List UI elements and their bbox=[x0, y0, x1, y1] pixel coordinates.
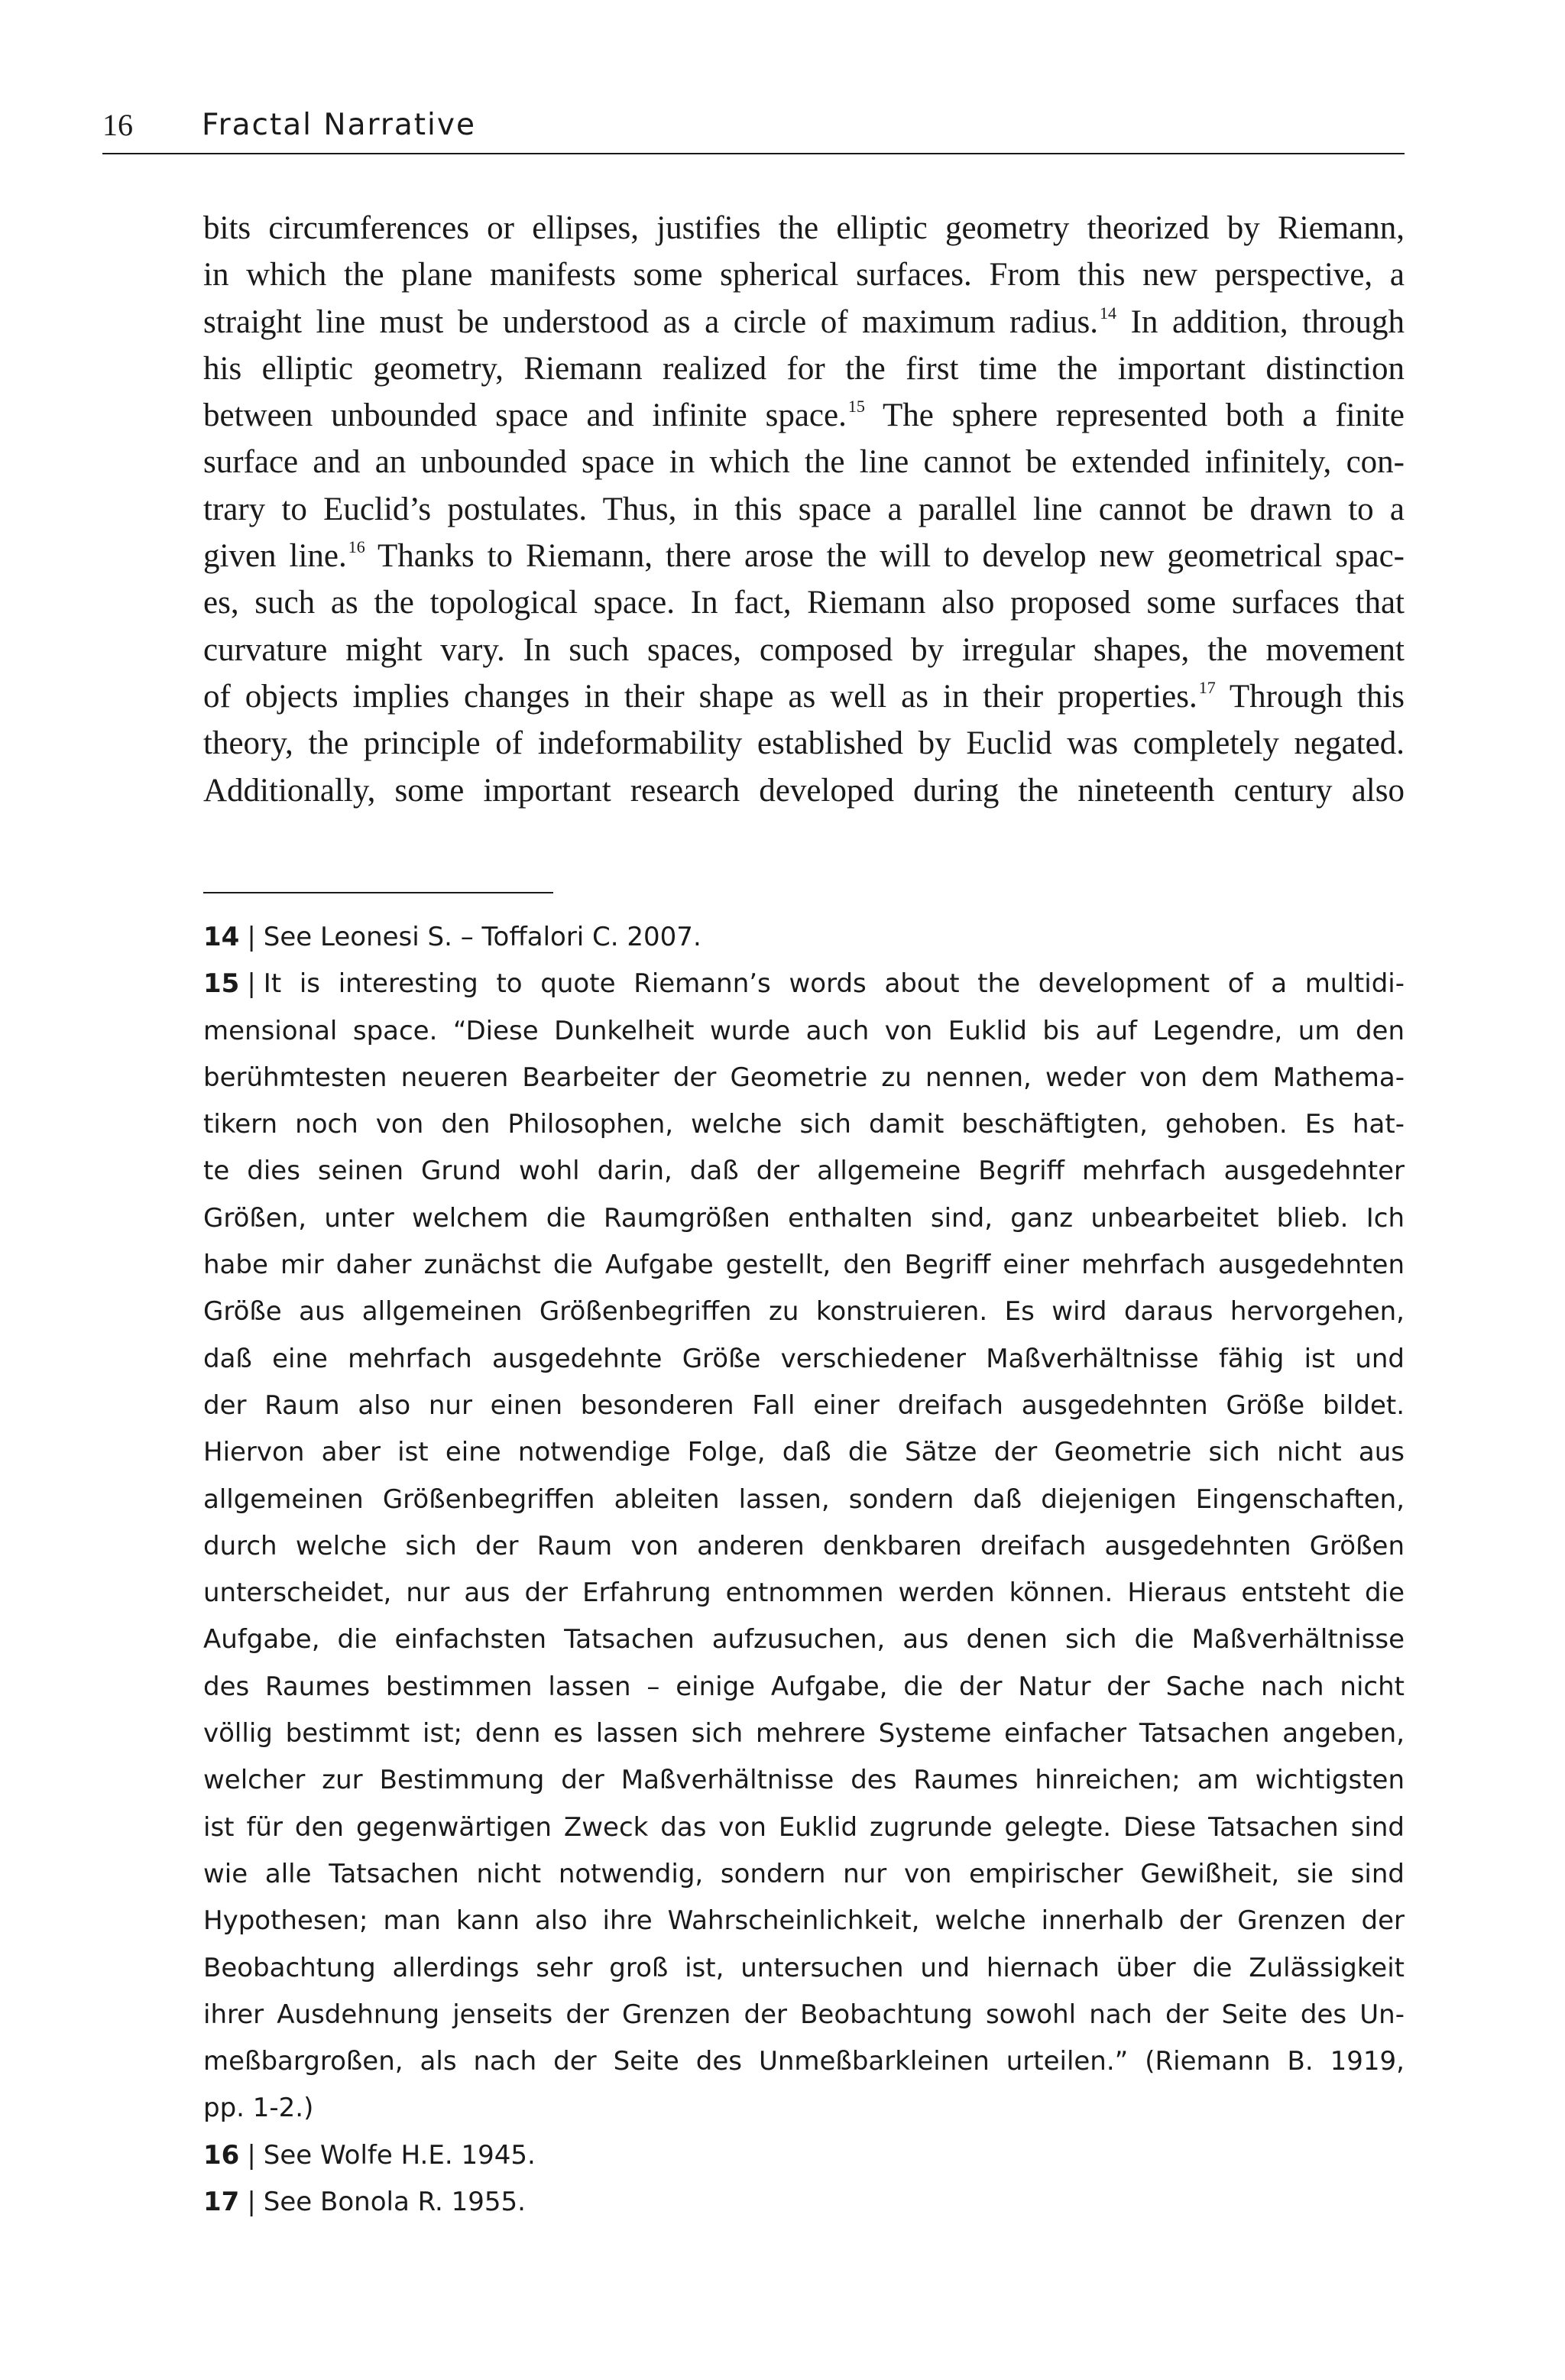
body-line: curvature might vary. In such spaces, composed by irregular shapes, the movement bbox=[203, 631, 1405, 668]
body-line: between unbounded space and infinite space.$^{15}$ The sphere represented both a finite bbox=[203, 397, 1405, 434]
footnote-line: unterscheidet, nur aus der Erfahrung entnommen werden können. Hieraus entsteht die bbox=[203, 1577, 1405, 1609]
footnote-line: Größen, unter welchem die Raumgrößen enthalten sind, ganz unbearbeitet blieb. Ich bbox=[203, 1202, 1405, 1234]
footnote-line: welcher zur Bestimmung der Maßverhältnisse des Raumes hinreichen; am wichtigsten bbox=[203, 1765, 1405, 1796]
footnote-text: See Wolfe H.E. 1945. bbox=[263, 2139, 536, 2171]
body-line: in which the plane manifests some spherical surfaces. From this new perspective, a bbox=[203, 257, 1405, 293]
footnote-number: 16 bbox=[203, 2139, 240, 2171]
footnote-line: mensional space. “Diese Dunkelheit wurde auch von Euklid bis auf Legendre, um den bbox=[203, 1015, 1405, 1046]
body-line: Additionally, some important research developed during the nineteenth century also bbox=[203, 772, 1405, 809]
footnote-ref-14[interactable]: 14 bbox=[1099, 303, 1116, 323]
footnote-line: pp. 1-2.) bbox=[203, 2093, 314, 2124]
footnote-separator: | bbox=[247, 922, 256, 952]
page-number: 16 bbox=[102, 108, 133, 142]
running-title: Fractal Narrative bbox=[202, 108, 476, 142]
body-line: es, such as the topological space. In fact, Riemann also proposed some surfaces that bbox=[203, 585, 1405, 621]
footnote-number: 17 bbox=[203, 2187, 240, 2218]
footnote-line: wie alle Tatsachen nicht notwendig, sondern nur von empirischer Gewißheit, sie sind bbox=[203, 1858, 1405, 1889]
footnote-ref-17[interactable]: 17 bbox=[1198, 677, 1216, 697]
footnote-line: des Raumes bestimmen lassen – einige Aufgabe, die der Natur der Sache nach nicht bbox=[203, 1671, 1405, 1702]
footnote-text: See Leonesi S. – Toffalori C. 2007. bbox=[263, 922, 701, 952]
footnote-line: Größe aus allgemeinen Größenbegriffen zu konstruieren. Es wird daraus hervorgehen, bbox=[203, 1296, 1405, 1328]
footnote-text: See Bonola R. 1955. bbox=[263, 2187, 526, 2218]
footnote-14 bbox=[203, 914, 1405, 961]
footnote-separator: | bbox=[247, 968, 256, 1000]
footnote-line: Aufgabe, die einfachsten Tatsachen aufzusuchen, aus denen sich die Maßverhältnisse bbox=[203, 1624, 1405, 1655]
body-line: theory, the principle of indeformability established by Euclid was completely negated. bbox=[203, 725, 1405, 762]
body-line: given line.$^{16}$ Thanks to Riemann, there arose the will to develop new geometrical spac- bbox=[203, 537, 1405, 575]
footnote-17 bbox=[203, 2179, 1405, 2226]
footnote-16 bbox=[203, 2132, 1405, 2179]
footnote-line: der Raum also nur einen besonderen Fall einer dreifach ausgedehnten Größe bildet. bbox=[203, 1389, 1405, 1421]
footnote-line: allgemeinen Größenbegriffen ableiten lassen, sondern daß diejenigen Eingenschaften, bbox=[203, 1483, 1405, 1515]
footnote-ref-15[interactable]: 15 bbox=[847, 397, 865, 417]
footnote-line: tikern noch von den Philosophen, welche sich damit beschäftigten, gehoben. Es hat- bbox=[203, 1109, 1405, 1140]
footnotes bbox=[203, 914, 1405, 2226]
footnote-line: Beobachtung allerdings sehr groß ist, untersuchen und hiernach über die Zulässigkeit bbox=[203, 1952, 1405, 1983]
body-paragraph bbox=[203, 205, 1405, 814]
footnote-line: ist für den gegenwärtigen Zweck das von Euklid zugrunde gelegte. Diese Tatsachen sind bbox=[203, 1811, 1405, 1843]
footnote-number: 15 bbox=[203, 968, 240, 1000]
footnote-line: völlig bestimmt ist; denn es lassen sich mehrere Systeme einfacher Tatsachen angeben, bbox=[203, 1718, 1405, 1749]
footnote-line: ihrer Ausdehnung jenseits der Grenzen der Beobachtung sowohl nach der Seite des Un- bbox=[203, 1999, 1405, 2030]
body-line: straight line must be understood as a circle of maximum radius.$^{14}$ In addition, through bbox=[203, 303, 1405, 340]
footnote-number: 14 bbox=[203, 922, 240, 952]
body-line: trary to Euclid’s postulates. Thus, in this space a parallel line cannot be drawn to a bbox=[203, 491, 1405, 527]
footnote-line: te dies seinen Grund wohl darin, daß der allgemeine Begriff mehrfach ausgedehnter bbox=[203, 1156, 1405, 1187]
body-line: his elliptic geometry, Riemann realized for the first time the important distinction bbox=[203, 350, 1405, 387]
footnote-line: Hiervon aber ist eine notwendige Folge, daß die Sätze der Geometrie sich nicht aus bbox=[203, 1437, 1405, 1468]
footnote-text: It is interesting to quote Riemann’s words about the development of a multidi- bbox=[263, 968, 1405, 1000]
footnote-line: daß eine mehrfach ausgedehnte Größe verschiedener Maßverhältnisse fähig ist und bbox=[203, 1343, 1405, 1374]
body-line: of objects implies changes in their shape as well as in their properties.$^{17}$ Through this bbox=[203, 677, 1405, 715]
body-line: surface and an unbounded space in which the line cannot be extended infinitely, con- bbox=[203, 444, 1405, 481]
running-header bbox=[102, 104, 1405, 154]
footnote-separator-rule bbox=[203, 892, 553, 893]
footnote-ref-16[interactable]: 16 bbox=[348, 537, 365, 557]
footnote-separator: | bbox=[247, 2187, 256, 2218]
footnote-line: Hypothesen; man kann also ihre Wahrscheinlichkeit, welche innerhalb der Grenzen der bbox=[203, 1905, 1405, 1937]
footnote-line: durch welche sich der Raum von anderen denkbaren dreifach ausgedehnten Größen bbox=[203, 1530, 1405, 1561]
body-line: bits circumferences or ellipses, justifies the elliptic geometry theorized by Riemann, bbox=[203, 210, 1405, 246]
footnote-separator: | bbox=[247, 2139, 256, 2171]
footnote-line: meßbargroßen, als nach der Seite des Unmeßbarkleinen urteilen.” (Riemann B. 1919, bbox=[203, 2046, 1405, 2077]
footnote-line: berühmtesten neueren Bearbeiter der Geometrie zu nennen, weder von dem Mathema- bbox=[203, 1062, 1405, 1093]
footnote-line: habe mir daher zunächst die Aufgabe gestellt, den Begriff einer mehrfach ausgedehnten bbox=[203, 1250, 1405, 1281]
footnote-15 bbox=[203, 961, 1405, 1007]
